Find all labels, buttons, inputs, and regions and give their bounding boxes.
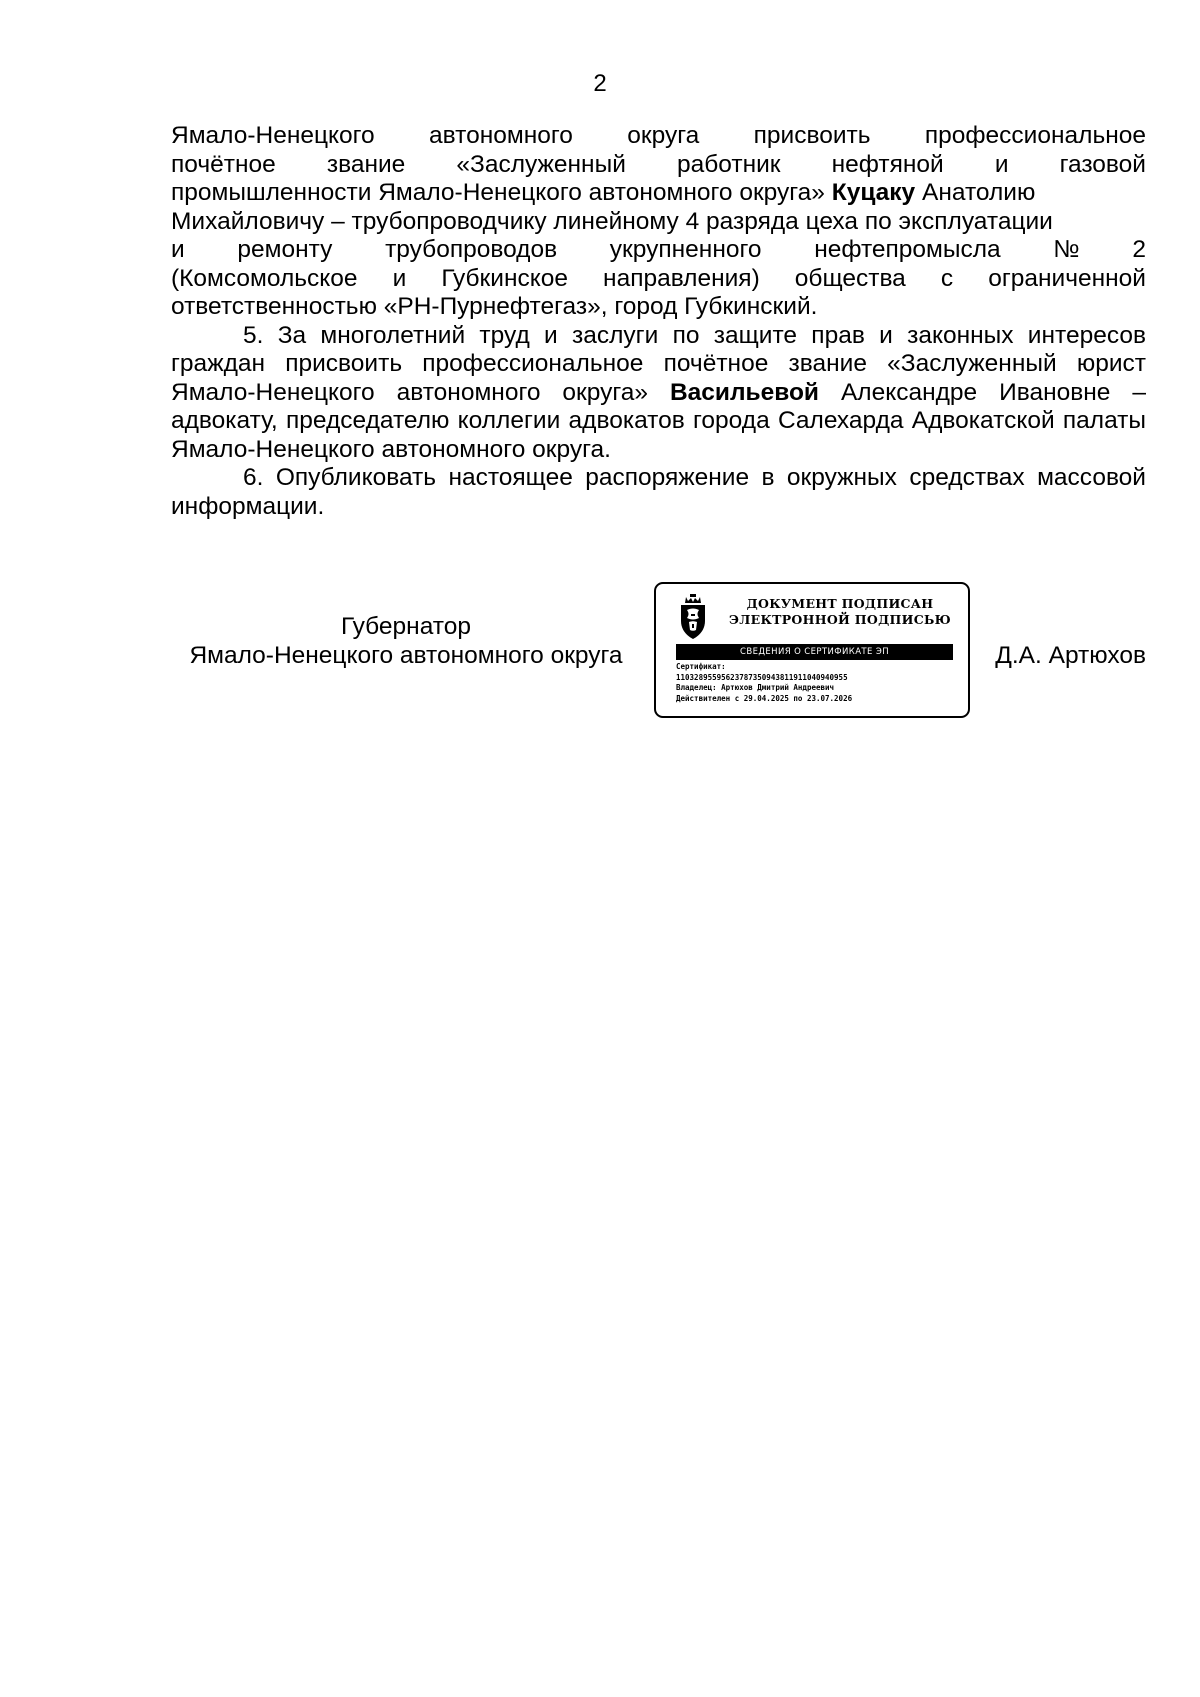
page-number: 2 (593, 70, 607, 97)
signatory-position (171, 612, 641, 670)
word: почётное (171, 150, 276, 178)
certificate-details (676, 662, 961, 704)
word: присвоить (753, 122, 871, 149)
text-line (171, 122, 1146, 151)
word: 2 (1132, 236, 1146, 263)
word: укрупненного (609, 236, 762, 263)
text-line (171, 236, 1146, 265)
text-run: промышленности Ямало-Ненецкого автономного округа» (171, 179, 832, 206)
word: звание (326, 150, 406, 178)
text-line: Михайловичу – трубопроводчику линейному 4 разряда цеха по эксплуатации (171, 207, 1053, 235)
stamp-heading-line: ЭЛЕКТРОННОЙ ПОДПИСЬЮ (729, 612, 951, 627)
awardee-surname: Васильевой (669, 378, 819, 406)
position-line: Губернатор (341, 613, 471, 640)
paragraph-6: 6. Опубликовать настоящее распоряжение в окружных средствах массовой информации. (171, 464, 1146, 520)
certificate-validity: Действителен с 29.04.2025 по 23.07.2026 (676, 693, 853, 703)
certificate-label: Сертификат: (676, 662, 726, 671)
word: и (994, 150, 1009, 178)
certificate-info-bar: СВЕДЕНИЯ О СЕРТИФИКАТЕ ЭП (676, 644, 953, 660)
document-body (171, 122, 1146, 521)
word: нефтяной (831, 150, 944, 178)
text-run: 5. За многолетний труд и заслуги по защите прав и законных интересов граждан присвоить профессиональное почётное звание «Заслуженный юрист Ямало-Ненецкого автономного округа» (171, 321, 1146, 406)
word: нефтепромысла (814, 236, 1001, 263)
text-line (171, 151, 1146, 180)
word: «Заслуженный (456, 150, 626, 178)
awardee-surname: Куцаку (831, 179, 916, 206)
position-line: Ямало-Ненецкого автономного округа (189, 642, 623, 669)
text-run: Анатолию (915, 179, 1036, 206)
stamp-heading-line: ДОКУМЕНТ ПОДПИСАН (746, 596, 934, 611)
paragraph-5 (171, 322, 1146, 465)
electronic-signature-stamp (654, 582, 970, 718)
yanao-coat-of-arms-icon (676, 593, 710, 641)
word: работник (676, 150, 781, 178)
word: трубопроводов (385, 236, 558, 263)
word: профессиональное (924, 122, 1146, 149)
text-line: (Комсомольское и Губкинское направления) общества с ограниченной (171, 264, 1146, 292)
word: округа (627, 122, 700, 149)
certificate-number: 11032895595623787350943811911040940955 (676, 672, 848, 682)
word: Ямало-Ненецкого (171, 122, 375, 149)
word: ремонту (237, 236, 333, 263)
text-line (171, 179, 1146, 208)
word: автономного (429, 122, 573, 149)
signatory-name: Д.А. Артюхов (995, 642, 1146, 669)
text-line: ответственностью «РН-Пурнефтегаз», город Губкинский. (171, 293, 818, 320)
signature-block (171, 582, 1146, 732)
word: и (171, 236, 185, 263)
stamp-heading (718, 596, 962, 628)
certificate-owner: Владелец: Артюхов Дмитрий Андреевич (676, 683, 835, 692)
text-run: Александре Ивановне – адвокату, председателю коллегии адвокатов города Салехарда Адвокатской палаты Ямало-Ненецкого автономного округа. (171, 378, 1146, 463)
word: № (1053, 236, 1080, 263)
paragraph-4-continuation (171, 122, 1146, 322)
word: газовой (1059, 150, 1146, 178)
